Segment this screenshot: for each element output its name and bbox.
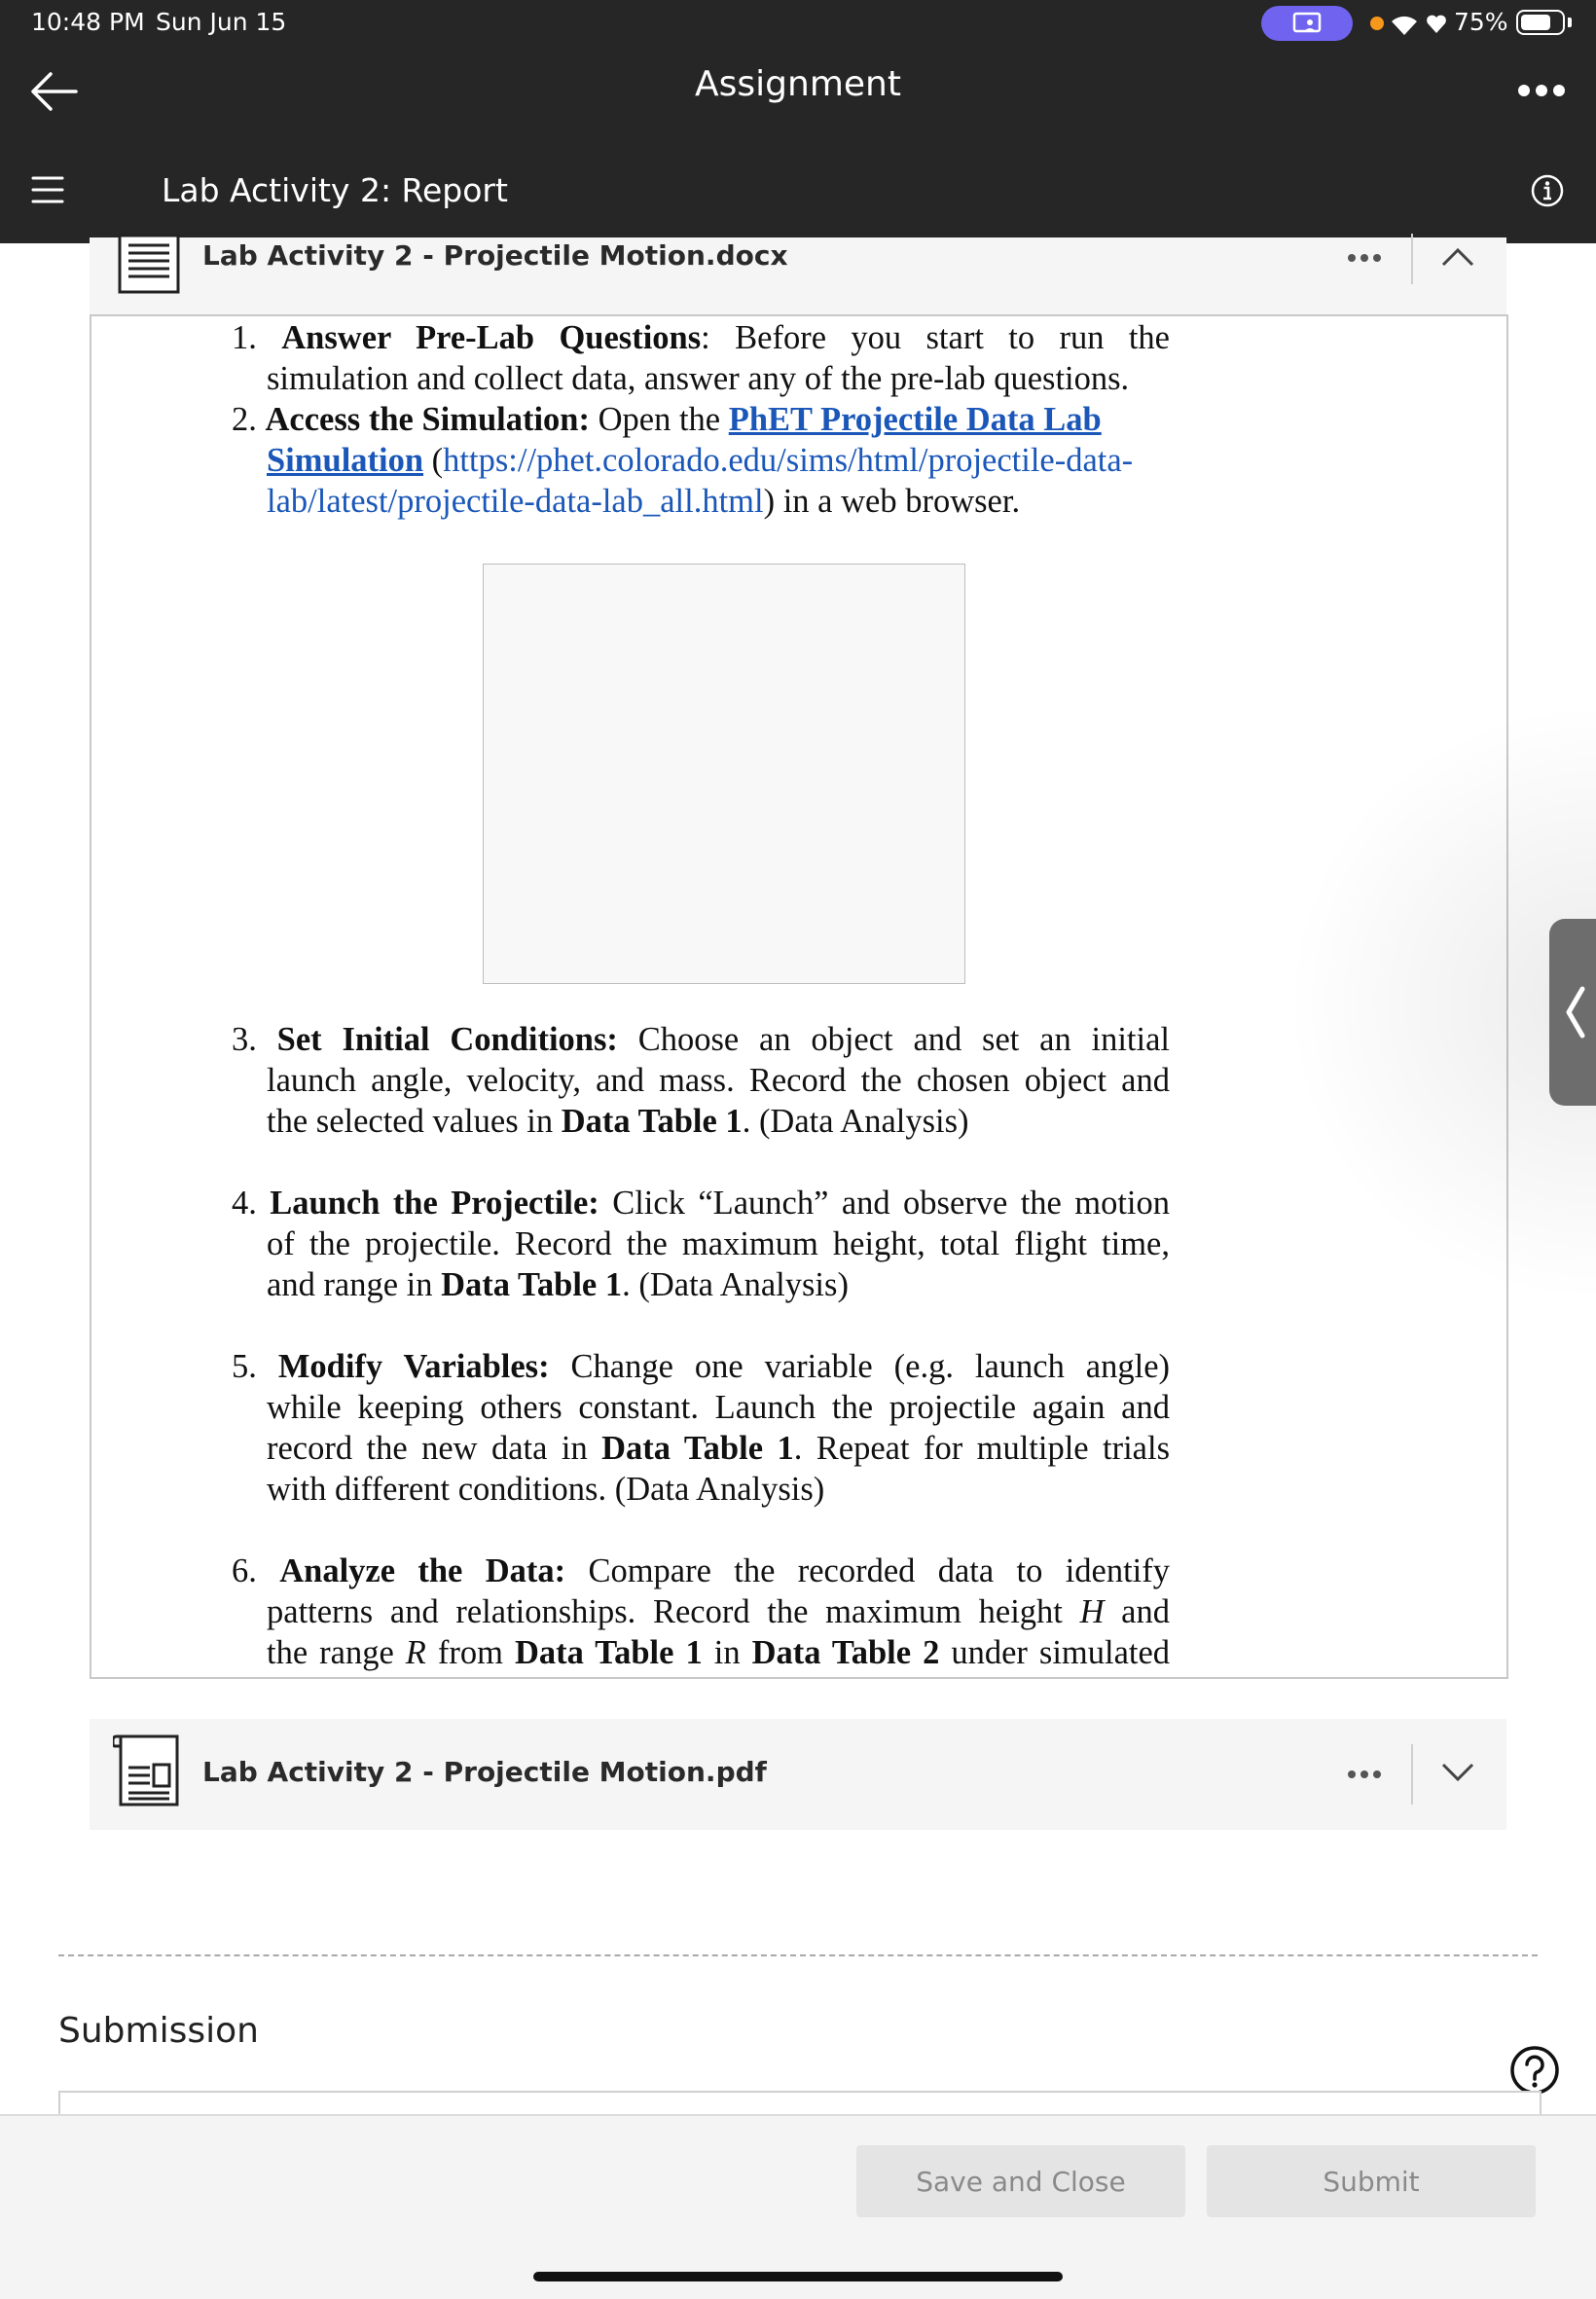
step-text: Open the <box>598 401 721 438</box>
step-text: Before you start to run the <box>735 319 1170 356</box>
battery-tip <box>1568 18 1572 27</box>
ellipsis-icon[interactable] <box>1516 82 1567 99</box>
variable-r: R <box>405 1634 426 1671</box>
section-divider <box>58 1954 1538 1956</box>
table-ref: Data Table 1 <box>514 1634 703 1671</box>
step-text: launch angle, velocity, and mass. Record the chosen object and <box>267 1062 1170 1099</box>
step-text: the range <box>267 1634 394 1671</box>
step-title: Analyze the Data: <box>279 1552 566 1589</box>
step-text: . Repeat for multiple trials <box>793 1430 1170 1467</box>
step-number: 4. <box>232 1185 257 1222</box>
step-number: 5. <box>232 1348 257 1385</box>
step-number: 1. <box>232 319 257 356</box>
screen-share-icon <box>1261 6 1353 41</box>
hamburger-icon[interactable] <box>31 175 64 204</box>
step-separator: : <box>701 319 710 356</box>
divider <box>1411 234 1413 284</box>
step-text: Choose an object and set an initial <box>637 1021 1171 1058</box>
attachment-more-icon[interactable] <box>1345 1768 1384 1781</box>
chevron-left-icon <box>1563 985 1588 1040</box>
step-text: Compare the recorded data to identify <box>588 1552 1170 1589</box>
list-item <box>232 317 1170 399</box>
status-time: 10:48 PM <box>31 8 145 36</box>
table-ref: Data Table 2 <box>751 1634 940 1671</box>
phet-link[interactable]: PhET Projectile Data Lab <box>728 401 1102 438</box>
attachment-name[interactable]: Lab Activity 2 - Projectile Motion.docx <box>202 239 788 272</box>
divider <box>1411 1744 1413 1805</box>
step-number: 2. <box>232 401 257 438</box>
variable-h: H <box>1079 1593 1105 1630</box>
step-text: Click “Launch” and observe the motion <box>612 1185 1171 1222</box>
step-text: with different conditions. (Data Analysis) <box>267 1471 825 1508</box>
list-item <box>232 1346 1170 1510</box>
step-text: while keeping others constant. Launch the projectile again and <box>267 1389 1170 1426</box>
step-number: 3. <box>232 1021 257 1058</box>
step-text: in <box>713 1634 741 1671</box>
document-icon <box>117 234 181 296</box>
attachment-name[interactable]: Lab Activity 2 - Projectile Motion.pdf <box>202 1756 767 1788</box>
step-text: and range in <box>267 1266 433 1303</box>
table-ref: Data Table 1 <box>561 1103 743 1140</box>
submit-button[interactable]: Submit <box>1207 2145 1536 2217</box>
table-ref: Data Table 1 <box>441 1266 623 1303</box>
list-item: 2. Access the Simulation: Open the PhET Projectile Data Lab Simulation (https://phet.colorado.edu/sims/html/projectile-data- lab/latest/projectile-data-lab_all.html) in a web browser. <box>232 401 1134 520</box>
step-text: patterns and relationships. Record the maximum height <box>267 1593 1063 1630</box>
step-title: Launch the Projectile: <box>270 1185 599 1222</box>
info-icon[interactable] <box>1530 173 1565 208</box>
step-title: Answer Pre-Lab Questions <box>281 319 702 356</box>
step-title: Access the Simulation: <box>265 401 590 438</box>
page-title: Assignment <box>695 64 901 104</box>
list-item <box>232 1551 1170 1673</box>
list-item <box>232 1183 1170 1305</box>
step-text: Change one variable (e.g. launch angle) <box>570 1348 1170 1385</box>
pdf-document-icon <box>113 1733 183 1810</box>
phet-link[interactable]: Simulation <box>267 442 424 479</box>
step-text: simulation and collect data, answer any of the pre-lab questions. <box>267 360 1130 397</box>
url-text[interactable]: https://phet.colorado.edu/sims/html/projectile-data- <box>443 442 1134 479</box>
question-circle-icon[interactable] <box>1508 2044 1561 2097</box>
mic-indicator-dot <box>1370 17 1384 30</box>
step-text: in a web browser. <box>782 483 1021 520</box>
step-title: Modify Variables: <box>277 1348 550 1385</box>
save-and-close-button[interactable]: Save and Close <box>856 2145 1185 2217</box>
step-text: . (Data Analysis) <box>742 1103 969 1140</box>
battery-percent: 75% <box>1454 8 1508 36</box>
battery-icon <box>1516 10 1565 35</box>
step-text: the selected values in <box>267 1103 554 1140</box>
wifi-icon <box>1388 12 1421 37</box>
assignment-title: Lab Activity 2: Report <box>162 171 508 209</box>
screen-share-pill[interactable] <box>1261 6 1353 41</box>
url-text[interactable]: lab/latest/projectile-data-lab_all.html <box>267 483 764 520</box>
home-indicator[interactable] <box>533 2272 1063 2281</box>
heart-icon <box>1425 12 1448 35</box>
attachment-more-icon[interactable] <box>1345 251 1384 265</box>
step-text: under simulated <box>951 1634 1171 1671</box>
step-text: of the projectile. Record the maximum height, total flight time, <box>267 1225 1170 1262</box>
step-text: from <box>437 1634 503 1671</box>
step-text: and <box>1121 1593 1170 1630</box>
submission-heading: Submission <box>58 2011 259 2051</box>
chevron-up-icon[interactable] <box>1440 245 1475 269</box>
table-ref: Data Table 1 <box>601 1430 794 1467</box>
list-item <box>232 1019 1170 1142</box>
step-text: . (Data Analysis) <box>622 1266 849 1303</box>
step-number: 6. <box>232 1552 257 1589</box>
side-panel-tab[interactable] <box>1549 919 1596 1106</box>
embedded-image <box>483 564 965 984</box>
chevron-down-icon[interactable] <box>1440 1760 1475 1783</box>
step-title: Set Initial Conditions: <box>276 1021 618 1058</box>
status-date: Sun Jun 15 <box>156 8 287 36</box>
step-text: record the new data in <box>267 1430 588 1467</box>
